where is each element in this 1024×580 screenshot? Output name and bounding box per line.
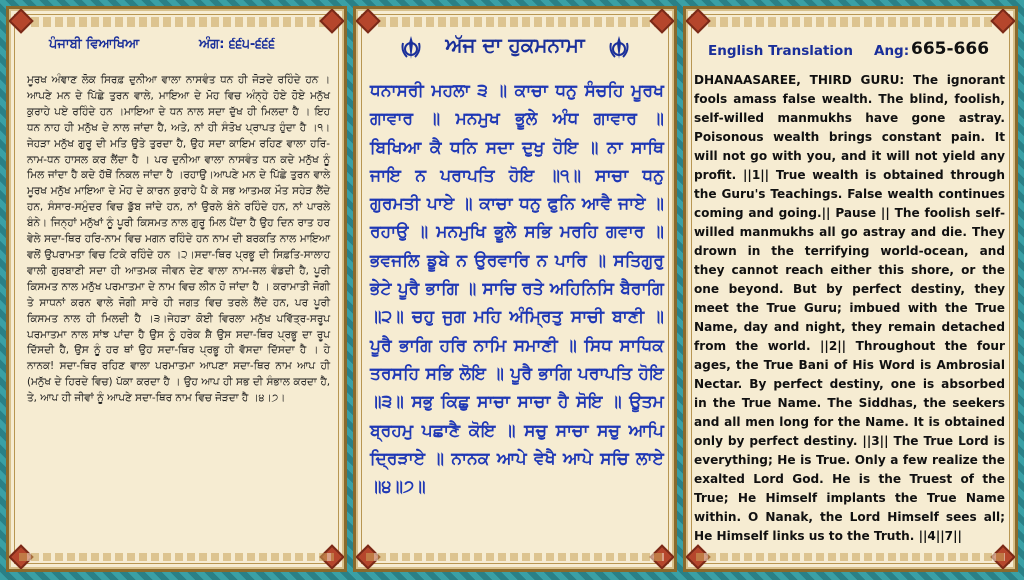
corner-ornament-icon [685, 8, 710, 33]
hukamnama-panel [353, 6, 677, 572]
panel-border-decoration [696, 553, 1005, 561]
corner-ornament-icon [990, 8, 1015, 33]
khanda-icon [608, 35, 630, 61]
hukamnama-gurmukhi-text: ਧਨਾਸਰੀ ਮਹਲਾ ੩ ॥ ਕਾਚਾ ਧਨੁ ਸੰਚਹਿ ਮੂਰਖ ਗਾਵਾਰ ॥ ਮਨਮੁਖ ਭੂਲੇ ਅੰਧ ਗਾਵਾਰ ॥ ਬਿਖਿਆ ਕੈ ਧਨਿ ਸਦਾ ਦੁਖੁ ਹੋਇ ॥ ਨਾ ਸਾਥਿ ਜਾਇ ਨ ਪਰਾਪਤਿ ਹੋਇ ॥੧॥ ਸਾਚਾ ਧਨੁ ਗੁਰਮਤੀ ਪਾਏ ॥ ਕਾਚਾ ਧਨੁ ਫੁਨਿ ਆਵੈ ਜਾਏ ॥ ਰਹਾਉ ॥ ਮਨਮੁਖਿ ਭੂਲੇ ਸਭਿ ਮਰਹਿ ਗਵਾਰ ॥ ਭਵਜਲਿ ਡੂਬੇ ਨ ਉਰਵਾਰਿ ਨ ਪਾਰਿ ॥ ਸਤਿਗੁਰੁ ਭੇਟੇ ਪੂਰੈ ਭਾਗਿ ॥ ਸਾਚਿ ਰਤੇ ਅਹਿਨਿਸਿ ਬੈਰਾਗਿ ॥੨॥ ਚਹੁ ਜੁਗ ਮਹਿ ਅੰਮ੍ਰਿਤੁ ਸਾਚੀ ਬਾਣੀ ॥ ਪੂਰੈ ਭਾਗਿ ਹਰਿ ਨਾਮਿ ਸਮਾਣੀ ॥ ਸਿਧ ਸਾਧਿਕ ਤਰਸਹਿ ਸਭਿ ਲੋਇ ॥ ਪੂਰੈ ਭਾਗਿ ਪਰਾਪਤਿ ਹੋਇ ॥੩॥ ਸਭੁ ਕਿਛੁ ਸਾਚਾ ਸਾਚਾ ਹੈ ਸੋਇ ॥ ਊਤਮ ਬ੍ਰਹਮੁ ਪਛਾਣੈ ਕੋਇ ॥ ਸਚੁ ਸਾਚਾ ਸਚੁ ਆਪਿ ਦ੍ਰਿੜਾਏ ॥ ਨਾਨਕ ਆਪੇ ਵੇਖੈ ਆਪੇ ਸਚਿ ਲਾਏ ॥੪॥੭॥ [370, 81, 664, 498]
punjabi-explanation-panel [6, 6, 347, 572]
corner-ornament-icon [319, 8, 344, 33]
hukamnama-title: ਅੱਜ ਦਾ ਹੁਕਮਨਾਮਾ [445, 33, 585, 57]
punjabi-panel-title: ਪੰਜਾਬੀ ਵਿਆਖਿਆ [49, 37, 140, 52]
hukamnama-header [356, 19, 674, 67]
panel-border-decoration [19, 17, 334, 27]
punjabi-panel-ang: ਅੰਗ: ੬੬੫-੬੬੬ [199, 37, 276, 52]
punjabi-panel-header [9, 37, 344, 57]
english-translation-text: DHANAASAREE, THIRD GURU: The ignorant fools amass false wealth. The blind, foolish, self-willed manmukhs have gone astray. Poisonous wealth brings constant pain. It will not go with you, and it will not yield any profit. ||1|| True wealth is obtained through the Guru's Teachings. False wealth continues coming and going.|| Pause || The foolish self-willed manmukhs all go astray and die. They drown in the terrifying world-ocean, and they cannot reach either this shore, or the one beyond. But by perfect destiny, they meet the True Guru; imbued with the True Name, day and night, they remain detached from the world. ||2|| Throughout the four ages, the True Bani of His Word is Ambrosial Nectar. By perfect destiny, one is absorbed in the True Name. The Siddhas, the seekers and all men long for the Name. It is obtained only by perfect destiny. ||3|| The True Lord is everything; He is True. Only a few realize the exalted Lord God. He is the Truest of the True; He Himself implants the True Name within. O Nanak, the Lord Himself sees all; He Himself links us to the Truth. ||4||7|| [694, 73, 1005, 543]
english-panel-title: English Translation [708, 43, 853, 59]
english-translation-panel [683, 6, 1018, 572]
khanda-icon [400, 35, 422, 61]
english-panel-header [686, 39, 1015, 63]
punjabi-explanation-text: ਮੂਰਖ ਅੰਞਾਣ ਲੋਕ ਸਿਰਫ਼ ਦੁਨੀਆ ਵਾਲਾ ਨਾਸਵੰਤ ਧਨ ਹੀ ਜੋੜਦੇ ਰਹਿੰਦੇ ਹਨ । ਆਪਣੇ ਮਨ ਦੇ ਪਿੱਛੇ ਤੁਰਨ ਵਾਲੇ, ਮਾਇਆ ਦੇ ਮੋਹ ਵਿਚ ਅੰਨ੍ਹੇ ਹੋਏ ਹੋਏ ਮਨੁੱਖ ਕੁਰਾਹੇ ਪਏ ਰਹਿੰਦੇ ਹਨ ।ਮਾਇਆ ਦੇ ਧਨ ਨਾਲ ਸਦਾ ਦੁੱਖ ਹੀ ਮਿਲਦਾ ਹੈ । ਇਹ ਧਨ ਨਾਹ ਹੀ ਮਨੁੱਖ ਦੇ ਨਾਲ ਜਾਂਦਾ ਹੈ, ਅਤੇ, ਨਾਂ ਹੀ ਸੰਤੋਖ ਪ੍ਰਾਪਤ ਹੁੰਦਾ ਹੈ ।੧।ਜੇਹੜਾ ਮਨੁੱਖ ਗੁਰੂ ਦੀ ਮਤਿ ਉਤੇ ਤੁਰਦਾ ਹੈ, ਉਹ ਸਦਾ ਕਾਇਮ ਰਹਿਣ ਵਾਲਾ ਹਰਿ-ਨਾਮ-ਧਨ ਹਾਸਲ ਕਰ ਲੈਂਦਾ ਹੈ । ਪਰ ਦੁਨੀਆ ਵਾਲਾ ਨਾਸਵੰਤ ਧਨ ਕਦੇ ਮਨੁੱਖ ਨੂੰ ਮਿਲ ਜਾਂਦਾ ਹੈ ਕਦੇ ਹੱਥੋਂ ਨਿਕਲ ਜਾਂਦਾ ਹੈ ।ਰਹਾਉ।ਆਪਣੇ ਮਨ ਦੇ ਪਿੱਛੇ ਤੁਰਨ ਵਾਲੇ ਮੂਰਖ ਮਨੁੱਖ ਮਾਇਆ ਦੇ ਮੋਹ ਦੇ ਕਾਰਨ ਕੁਰਾਹੇ ਪੈ ਕੇ ਸਭ ਆਤਮਕ ਮੌਤ ਸਹੇੜ ਲੈਂਦੇ ਹਨ, ਸੰਸਾਰ-ਸਮੁੰਦਰ ਵਿਚ ਡੁੱਬ ਜਾਂਦੇ ਹਨ, ਨਾਂ ਉਰਲੇ ਬੰਨੇ ਰਹਿੰਦੇ ਹਨ, ਨਾਂ ਪਾਰਲੇ ਬੰਨੇ। ਜਿਨ੍ਹਾਂ ਮਨੁੱਖਾਂ ਨੂੰ ਪੂਰੀ ਕਿਸਮਤ ਨਾਲ ਗੁਰੂ ਮਿਲ ਪੈਂਦਾ ਹੈ ਉਹ ਦਿਨ ਰਾਤ ਹਰ ਵੇਲੇ ਸਦਾ-ਥਿਰ ਹਰਿ-ਨਾਮ ਵਿਚ ਮਗਨ ਰਹਿੰਦੇ ਹਨ ਨਾਮ ਦੀ ਬਰਕਤਿ ਨਾਲ ਮਾਇਆ ਵਲੋਂ ਉਪਰਾਮਤਾ ਵਿਚ ਟਿਕੇ ਰਹਿੰਦੇ ਹਨ ।੨।ਸਦਾ-ਥਿਰ ਪ੍ਰਭੂ ਦੀ ਸਿਫ਼ਤਿ-ਸਾਲਾਹ ਵਾਲੀ ਗੁਰਬਾਣੀ ਸਦਾ ਹੀ ਆਤਮਕ ਜੀਵਨ ਦੇਣ ਵਾਲਾ ਨਾਮ-ਜਲ ਵੰਡਦੀ ਹੈ, ਪੂਰੀ ਕਿਸਮਤ ਨਾਲ ਮਨੁੱਖ ਪਰਮਾਤਮਾ ਦੇ ਨਾਮ ਵਿਚ ਲੀਨ ਹੋ ਜਾਂਦਾ ਹੈ । ਕਰਾਮਾਤੀ ਜੋਗੀ ਤੇ ਸਾਧਨਾਂ ਕਰਨ ਵਾਲੇ ਜੋਗੀ ਸਾਰੇ ਹੀ ਜਗਤ ਵਿਚ ਤਰਲੇ ਲੈਂਦੇ ਹਨ, ਪਰ ਪੂਰੀ ਕਿਸਮਤ ਨਾਲ ਹੀ ਮਿਲਦੀ ਹੈ ।੩।ਜੇਹੜਾ ਕੋਈ ਵਿਰਲਾ ਮਨੁੱਖ ਪਵਿੱਤ੍ਰ-ਸਰੂਪ ਪਰਮਾਤਮਾ ਨਾਲ ਸਾਂਝ ਪਾਂਦਾ ਹੈ ਉਸ ਨੂੰ ਹਰੇਕ ਸ਼ੈ ਉਸ ਸਦਾ-ਥਿਰ ਪ੍ਰਭੂ ਦਾ ਰੂਪ ਦਿੱਸਦੀ ਹੈ, ਉਸ ਨੂੰ ਹਰ ਥਾਂ ਉਹ ਸਦਾ-ਥਿਰ ਪ੍ਰਭੂ ਹੀ ਵੱਸਦਾ ਦਿੱਸਦਾ ਹੈ । ਹੇ ਨਾਨਕ! ਸਦਾ-ਥਿਰ ਰਹਿਣ ਵਾਲਾ ਪਰਮਾਤਮਾ ਆਪਣਾ ਸਦਾ-ਥਿਰ ਨਾਮ ਆਪ ਹੀ (ਮਨੁੱਖ ਦੇ ਹਿਰਦੇ ਵਿਚ) ਪੱਕਾ ਕਰਦਾ ਹੈ । ਉਹ ਆਪ ਹੀ ਸਭ ਦੀ ਸੰਭਾਲ ਕਰਦਾ ਹੈ, ਤੇ, ਆਪ ਹੀ ਜੀਵਾਂ ਨੂੰ ਆਪਣੇ ਸਦਾ-ਥਿਰ ਨਾਮ ਵਿਚ ਜੋੜਦਾ ਹੈ ।੪।੭। [27, 74, 330, 405]
english-panel-ang-number: 665-666 [911, 39, 990, 59]
panel-border-decoration [19, 553, 334, 561]
english-panel-ang-label: Ang: [874, 43, 910, 59]
panel-border-decoration [366, 553, 664, 561]
panel-border-decoration [696, 17, 1005, 27]
corner-ornament-icon [8, 8, 33, 33]
